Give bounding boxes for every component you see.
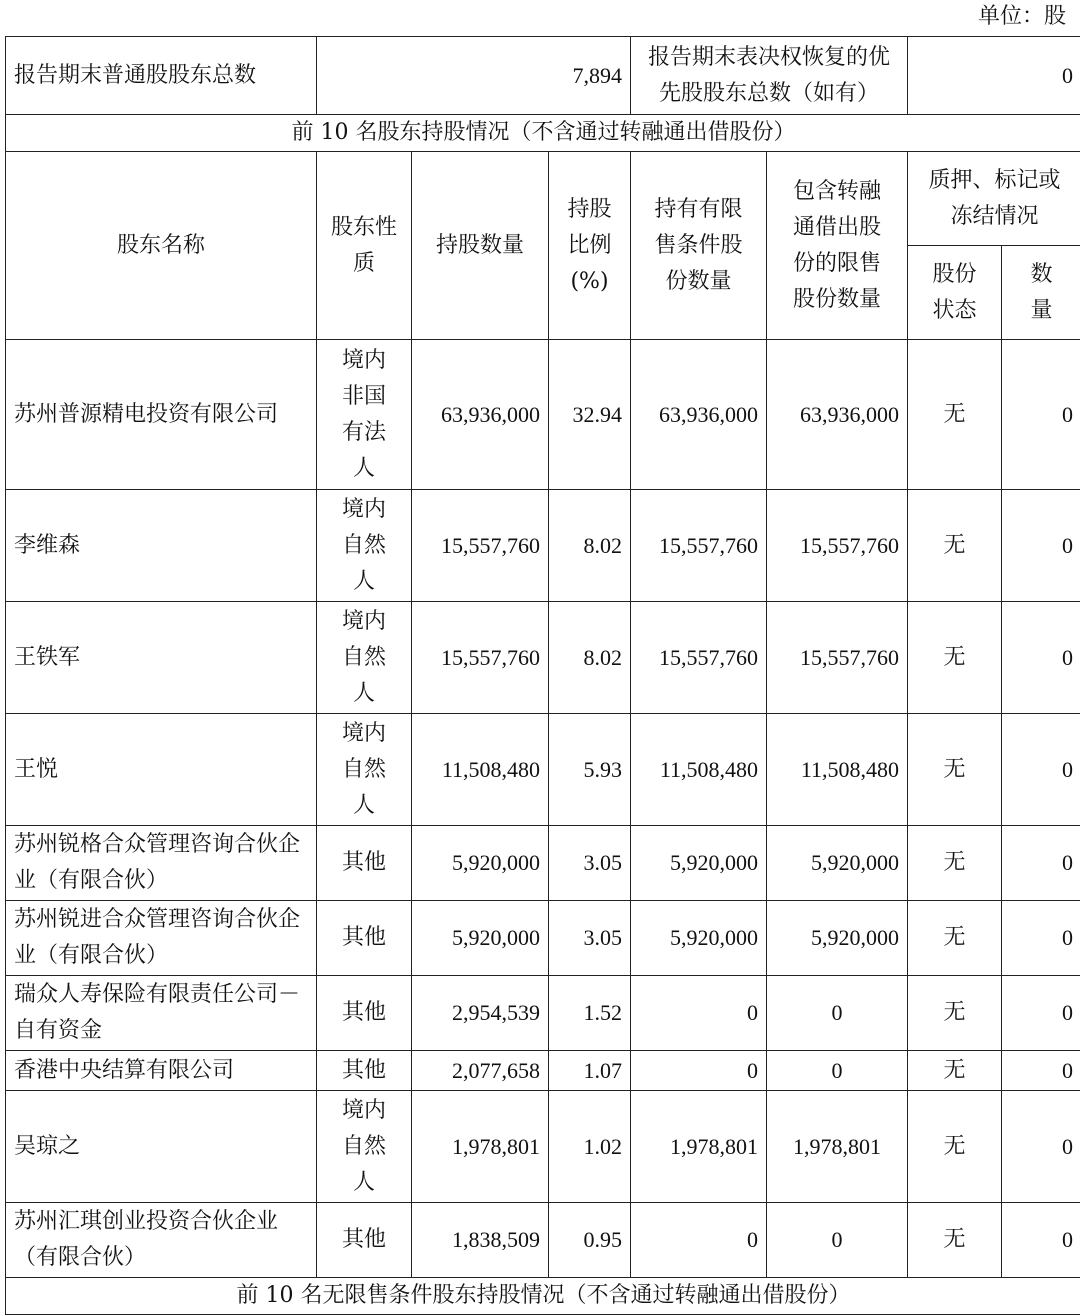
shareholder-name: 苏州汇琪创业投资合伙企业（有限合伙） (6, 1203, 317, 1278)
shareholder-name: 王铁军 (6, 602, 317, 714)
top10-title-row (6, 115, 1080, 152)
shares-held: 1,838,509 (412, 1203, 549, 1278)
pledge-qty: 0 (1002, 1051, 1080, 1091)
holding-ratio: 5.93 (549, 714, 631, 826)
shares-held: 5,920,000 (412, 901, 549, 976)
shareholder-nature: 其他 (317, 901, 412, 976)
shareholder-name: 苏州普源精电投资有限公司 (6, 340, 317, 490)
restricted-shares: 5,920,000 (631, 901, 767, 976)
header-row-1 (6, 152, 1080, 246)
shares-held: 1,978,801 (412, 1091, 549, 1203)
shareholder-name: 香港中央结算有限公司 (6, 1051, 317, 1091)
pledge-qty: 0 (1002, 490, 1080, 602)
shareholder-nature: 境内自然人 (317, 714, 412, 826)
table-row (6, 490, 1080, 602)
lent-restricted-shares: 0 (767, 976, 908, 1051)
pledge-status: 无 (908, 976, 1002, 1051)
restricted-shares: 15,557,760 (631, 490, 767, 602)
shareholder-name: 王悦 (6, 714, 317, 826)
unit-label: 单位：股 (978, 2, 1066, 32)
shares-held: 63,936,000 (412, 340, 549, 490)
summary-row (6, 37, 1080, 115)
restricted-shares: 0 (631, 976, 767, 1051)
restricted-shares: 1,978,801 (631, 1091, 767, 1203)
table-row (6, 714, 1080, 826)
header-qty: 数量 (1002, 246, 1080, 340)
holding-ratio: 3.05 (549, 826, 631, 901)
pledge-status: 无 (908, 901, 1002, 976)
header-nature: 股东性质 (317, 152, 412, 340)
restricted-shares: 11,508,480 (631, 714, 767, 826)
pledge-qty: 0 (1002, 1203, 1080, 1278)
lent-restricted-shares: 11,508,480 (767, 714, 908, 826)
pledge-qty: 0 (1002, 976, 1080, 1051)
holding-ratio: 1.52 (549, 976, 631, 1051)
shareholder-nature: 其他 (317, 1203, 412, 1278)
shares-held: 2,077,658 (412, 1051, 549, 1091)
holding-ratio: 32.94 (549, 340, 631, 490)
restricted-shares: 15,557,760 (631, 602, 767, 714)
shareholder-nature: 其他 (317, 826, 412, 901)
holding-ratio: 8.02 (549, 602, 631, 714)
pledge-status: 无 (908, 490, 1002, 602)
shares-held: 15,557,760 (412, 602, 549, 714)
pledge-status: 无 (908, 340, 1002, 490)
header-restricted: 持有有限售条件股份数量 (631, 152, 767, 340)
shareholder-nature: 其他 (317, 976, 412, 1051)
header-pledge-group: 质押、标记或冻结情况 (908, 152, 1080, 246)
pledge-status: 无 (908, 1203, 1002, 1278)
restricted-shares: 63,936,000 (631, 340, 767, 490)
table-row (6, 340, 1080, 490)
restricted-shares: 0 (631, 1203, 767, 1278)
holding-ratio: 8.02 (549, 490, 631, 602)
header-name: 股东名称 (6, 152, 317, 340)
lent-restricted-shares: 15,557,760 (767, 490, 908, 602)
shareholder-name: 吴琼之 (6, 1091, 317, 1203)
header-shares: 持股数量 (412, 152, 549, 340)
lent-restricted-shares: 5,920,000 (767, 826, 908, 901)
shares-held: 2,954,539 (412, 976, 549, 1051)
preferred-holders-value: 0 (908, 37, 1080, 115)
table-row (6, 901, 1080, 976)
header-status: 股份状态 (908, 246, 1002, 340)
holding-ratio: 1.07 (549, 1051, 631, 1091)
restricted-shares: 5,920,000 (631, 826, 767, 901)
top10-section-title: 前 10 名股东持股情况（不含通过转融通出借股份） (6, 115, 1080, 152)
shareholder-table (5, 36, 1080, 1315)
pledge-qty: 0 (1002, 901, 1080, 976)
shareholder-nature: 境内自然人 (317, 1091, 412, 1203)
preferred-holders-label: 报告期末表决权恢复的优先股股东总数（如有） (631, 37, 908, 115)
holding-ratio: 3.05 (549, 901, 631, 976)
shares-held: 5,920,000 (412, 826, 549, 901)
pledge-qty: 0 (1002, 826, 1080, 901)
lent-restricted-shares: 1,978,801 (767, 1091, 908, 1203)
shareholder-nature: 境内非国有法人 (317, 340, 412, 490)
lent-restricted-shares: 0 (767, 1051, 908, 1091)
pledge-status: 无 (908, 1091, 1002, 1203)
holding-ratio: 1.02 (549, 1091, 631, 1203)
shareholder-name: 苏州锐格合众管理咨询合伙企业（有限合伙） (6, 826, 317, 901)
header-lent: 包含转融通借出股份的限售股份数量 (767, 152, 908, 340)
shareholder-name: 李维森 (6, 490, 317, 602)
shareholder-name: 瑞众人寿保险有限责任公司－自有资金 (6, 976, 317, 1051)
pledge-qty: 0 (1002, 714, 1080, 826)
unrestricted-section-title: 前 10 名无限售条件股东持股情况（不含通过转融通出借股份） (6, 1278, 1080, 1315)
common-holders-value: 7,894 (317, 37, 631, 115)
shares-held: 15,557,760 (412, 490, 549, 602)
table-row (6, 1203, 1080, 1278)
lent-restricted-shares: 63,936,000 (767, 340, 908, 490)
pledge-status: 无 (908, 602, 1002, 714)
restricted-shares: 0 (631, 1051, 767, 1091)
table-row (6, 976, 1080, 1051)
holding-ratio: 0.95 (549, 1203, 631, 1278)
shares-held: 11,508,480 (412, 714, 549, 826)
shareholder-name: 苏州锐进合众管理咨询合伙企业（有限合伙） (6, 901, 317, 976)
table-row (6, 602, 1080, 714)
shareholder-nature: 境内自然人 (317, 602, 412, 714)
pledge-qty: 0 (1002, 1091, 1080, 1203)
table-row (6, 1051, 1080, 1091)
pledge-status: 无 (908, 826, 1002, 901)
lent-restricted-shares: 0 (767, 1203, 908, 1278)
lent-restricted-shares: 15,557,760 (767, 602, 908, 714)
pledge-qty: 0 (1002, 602, 1080, 714)
table-row (6, 826, 1080, 901)
common-holders-label: 报告期末普通股股东总数 (6, 37, 317, 115)
pledge-status: 无 (908, 1051, 1002, 1091)
shareholder-nature: 其他 (317, 1051, 412, 1091)
pledge-qty: 0 (1002, 340, 1080, 490)
pledge-status: 无 (908, 714, 1002, 826)
shareholder-nature: 境内自然人 (317, 490, 412, 602)
lent-restricted-shares: 5,920,000 (767, 901, 908, 976)
table-row (6, 1091, 1080, 1203)
header-ratio: 持股比例(%) (549, 152, 631, 340)
